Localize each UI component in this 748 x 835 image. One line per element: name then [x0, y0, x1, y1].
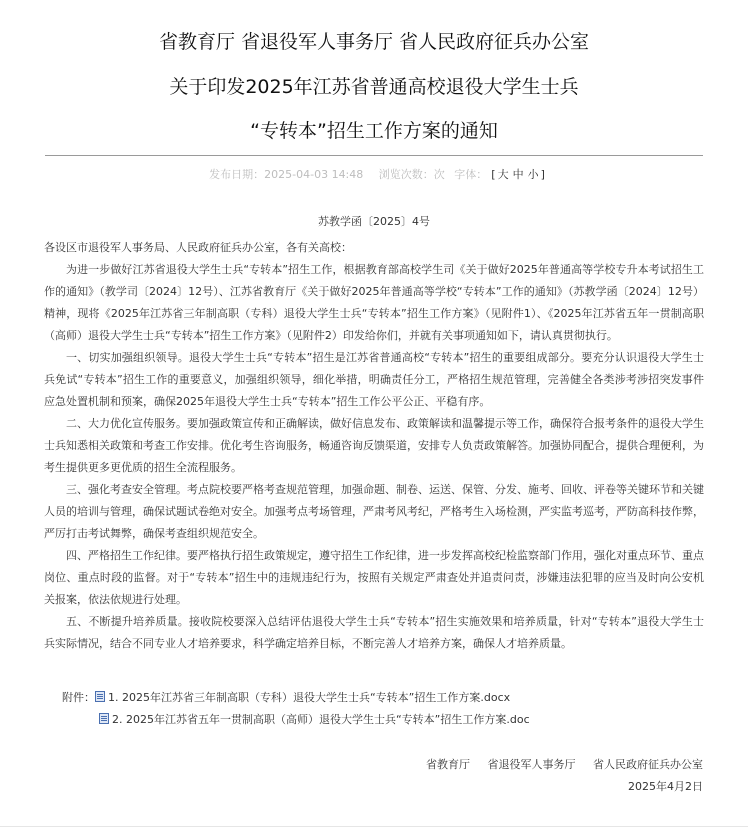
section-quality: 五、不断提升培养质量。接收院校要深入总结评估退役大学生士兵“专转本”招生实施效果和培养质量，针对“专转本”退役大学生士兵实际情况，结合不同专业人才培养要求，科学确定培养目标，不断完善人才培养方案，确保人才培养质量。: [44, 615, 704, 650]
signatory: 省人民政府征兵办公室: [593, 758, 703, 771]
font-size-large-button[interactable]: 大: [497, 168, 509, 181]
title-line-issuers: 省教育厅 省退役军人事务厅 省人民政府征兵办公室: [158, 31, 590, 53]
title-divider: [45, 155, 703, 156]
section-discipline: 四、严格招生工作纪律。要严格执行招生政策规定，遵守招生工作纪律，进一步发挥高校纪检监察部门作用，强化对重点环节、重点岗位、重点时段的监督。对于“专转本”招生中的违规违纪行为，按照有关规定严肃查处并追责问责，涉嫌违法犯罪的应当及时向公安机关报案，依法依规进行处理。: [44, 549, 704, 606]
notice-body: [44, 237, 704, 655]
font-size-small-button[interactable]: 小: [527, 168, 539, 181]
footer-divider: [0, 826, 748, 827]
signatories: [412, 757, 703, 773]
section-organization: 一、切实加强组织领导。退役大学生士兵“专转本”招生是江苏省普通高校“专转本”招生的重要组成部分。要充分认识退役大学生士兵免试“专转本”招生工作的重要意义，加强组织领导，细化举措，明确责任分工，严格招生规范管理，完善健全各类涉考涉招突发事件应急处置机制和预案，确保2025年退役大学生士兵“专转本”招生工作公平公正、平稳有序。: [44, 351, 704, 408]
attachment-link-2[interactable]: 2. 2025年江苏省五年一贯制高职（高师）退役大学生士兵“专转本”招生工作方案.doc: [112, 713, 530, 726]
attachment-link-1[interactable]: 1. 2025年江苏省三年制高职（专科）退役大学生士兵“专转本”招生工作方案.docx: [108, 691, 511, 704]
document-number: 苏教学函〔2025〕4号: [318, 215, 430, 228]
word-document-icon: [95, 691, 105, 702]
attachment-item: [62, 690, 510, 706]
font-size-switcher: 字体： [ 大 中 小 ]: [454, 168, 545, 181]
intro-paragraph: 为进一步做好江苏省退役大学生士兵“专转本”招生工作，根据教育部高校学生司《关于做好2025年普通高等学校专升本考试招生工作的通知》（教学司〔2024〕12号）、江苏省教育厅《关于做好2025年普通高等学校“专转本”工作的通知》（苏教学函〔2024〕12号）精神，现将《2025年江苏省三年制高职（专科）退役大学生士兵“专转本”招生工作方案》（见附件1）、《2025年江苏省五年一贯制高职（高师）退役大学生士兵“专转本”招生工作方案》（见附件2）印发给你们，并就有关事项通知如下，请认真贯彻执行。: [44, 263, 704, 342]
attachments-label: 附件：: [62, 691, 95, 704]
word-document-icon: [99, 713, 109, 724]
section-publicity: 二、大力优化宣传服务。要加强政策宣传和正确解读，做好信息发布、政策解读和温馨提示等工作，确保符合报考条件的退役大学生士兵知悉相关政策和考查工作安排。优化考生咨询服务，畅通咨询反馈渠道，安排专人负责政策解答。加强协同配合，提供合理便利，为考生提供更多更优质的招生全流程服务。: [44, 417, 704, 474]
signatory: 省教育厅: [426, 758, 470, 771]
view-count: 浏览次数：次: [378, 168, 445, 181]
addressee: 各设区市退役军人事务局、人民政府征兵办公室，各有关高校：: [44, 241, 352, 254]
font-size-medium-button[interactable]: 中: [512, 168, 524, 181]
signatory: 省退役军人事务厅: [487, 758, 576, 771]
sign-date: 2025年4月2日: [628, 780, 703, 793]
title-line-subject: 关于印发2025年江苏省普通高校退役大学生士兵: [169, 76, 579, 98]
title-line-subject-cont: “专转本”招生工作方案的通知: [250, 120, 498, 142]
publish-date: 发布日期：2025-04-03 14:48: [209, 168, 364, 181]
section-security: 三、强化考查安全管理。考点院校要严格考查规范管理，加强命题、制卷、运送、保管、分发、施考、回收、评卷等关键环节和关键人员的培训与管理，确保试题试卷绝对安全。加强考点考场管理，严肃考风考纪，严格考生入场检测，严实监考巡考，严防高科技作弊，严厉打击考试舞弊，确保考查组织规范安全。: [44, 483, 704, 540]
attachment-item: [99, 712, 530, 728]
article-meta: [0, 167, 748, 183]
